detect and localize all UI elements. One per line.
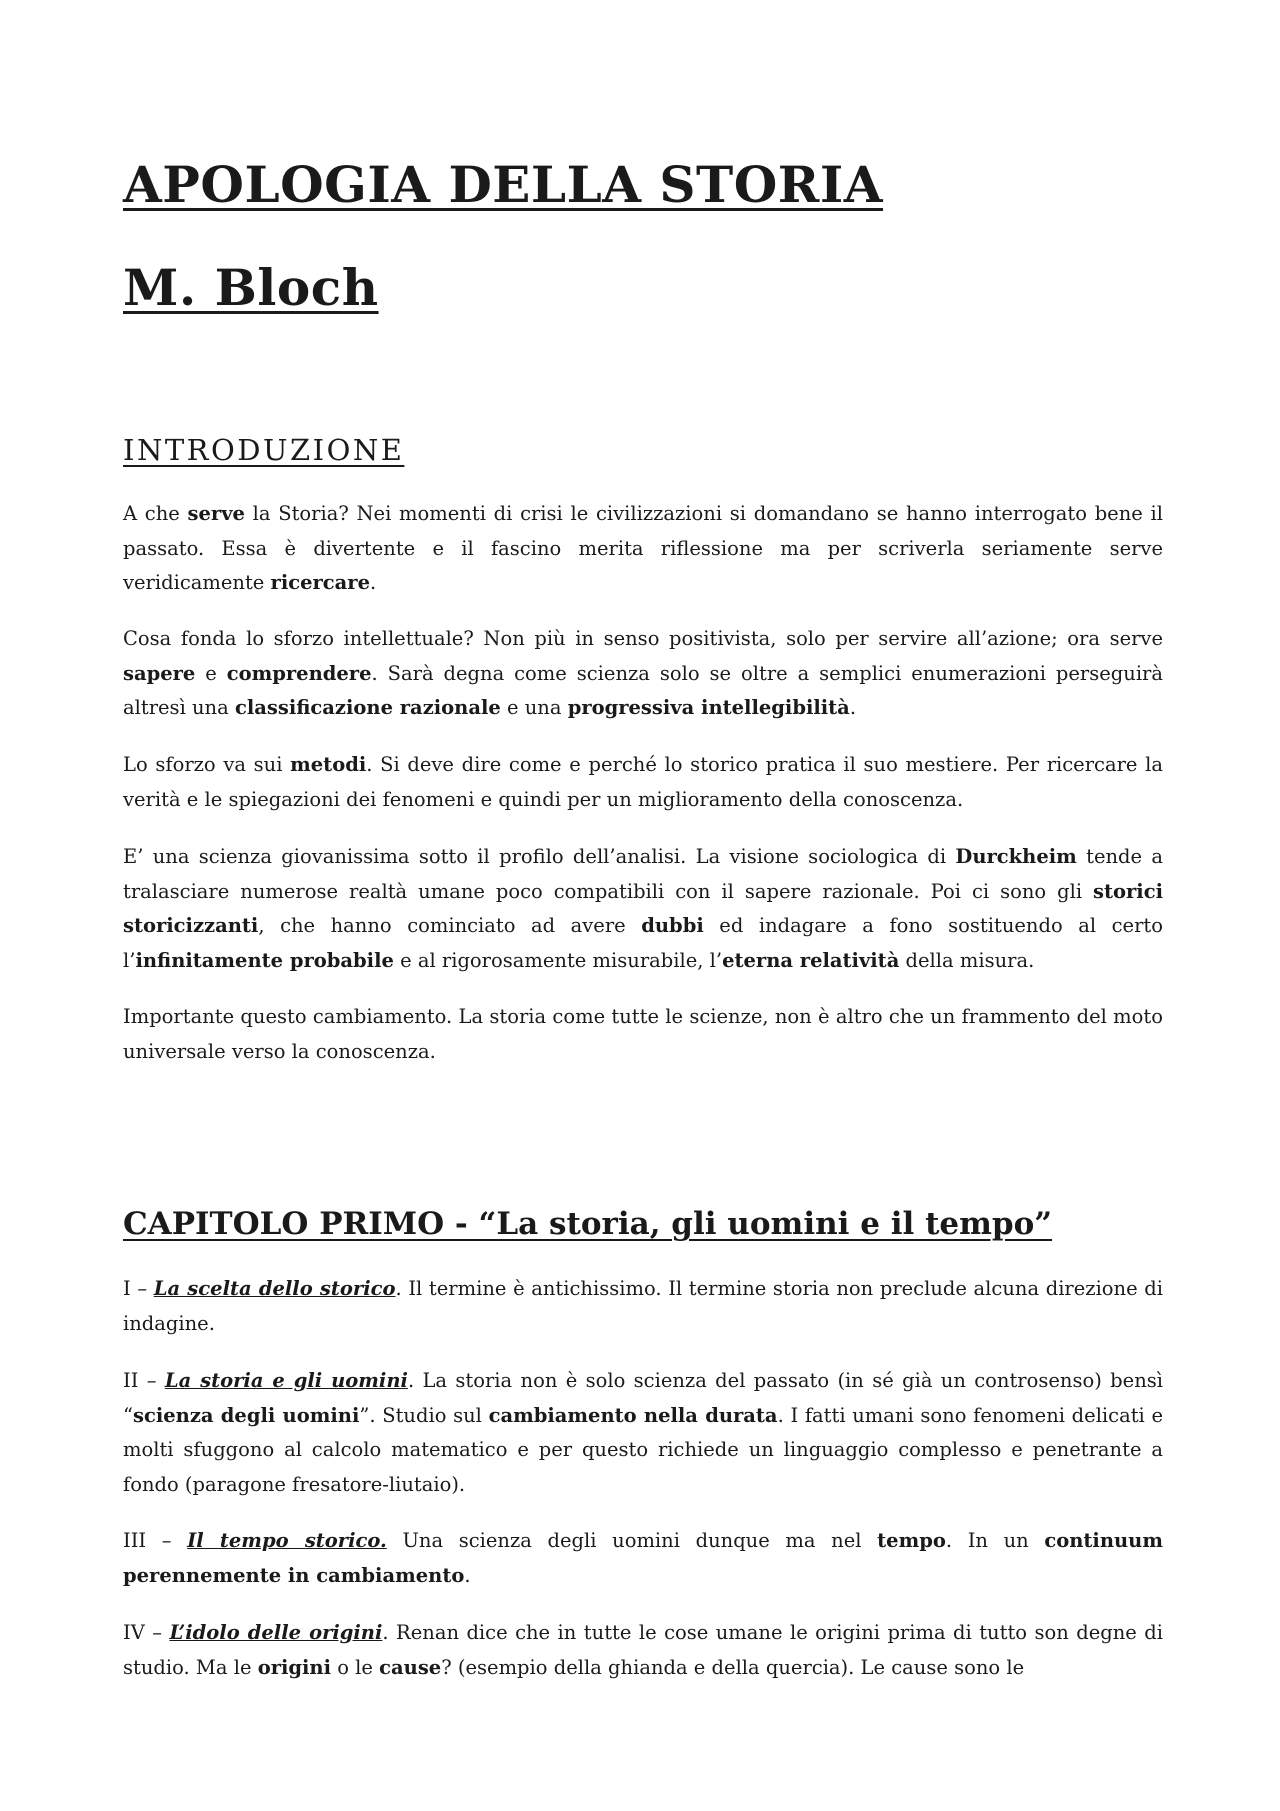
chapter-paragraph bbox=[123, 1272, 1163, 1341]
document-author: M. Bloch bbox=[123, 258, 379, 317]
text-run: e bbox=[195, 661, 227, 685]
text-run: ”. Studio sul bbox=[359, 1403, 489, 1427]
text-run: della misura. bbox=[899, 948, 1035, 972]
text-run: . In un bbox=[945, 1529, 1045, 1552]
text-run: I – bbox=[123, 1277, 154, 1300]
text-run: A che bbox=[123, 502, 188, 525]
text-run: la Storia? Nei momenti di crisi le civilizzazioni si domandano se hanno interrogato bene il passato. Essa è divertente e il fascino merita riflessione ma per scriverla seriamente serve veridicamente bbox=[123, 502, 1164, 594]
text-run: e al rigorosamente misurabile, l’ bbox=[393, 948, 723, 972]
emphasis-term: scienza degli uomini bbox=[132, 1403, 360, 1427]
intro-paragraph bbox=[123, 1000, 1163, 1069]
text-run: . La storia non è solo scienza del passato (in sé già un controsenso) bensì “ bbox=[123, 1369, 1163, 1427]
intro-paragraph bbox=[123, 840, 1163, 978]
text-run: III – bbox=[123, 1529, 188, 1552]
intro-paragraph bbox=[123, 622, 1163, 726]
text-run: , che hanno cominciato ad avere bbox=[258, 914, 642, 937]
text-run: Una scienza degli uomini dunque ma nel bbox=[386, 1529, 878, 1552]
emphasis-term: tempo bbox=[877, 1529, 946, 1552]
text-run: IV – bbox=[123, 1621, 170, 1644]
text-run: Cosa fonda lo sforzo intellettuale? Non più in senso positivista, solo per servire all’azione; ora serve bbox=[123, 627, 1163, 650]
emphasis-term: sapere bbox=[123, 661, 196, 685]
text-run: . I fatti umani sono fenomeni delicati e molti sfuggono al calcolo matematico e per questo richiede un linguaggio complesso e penetrante a fondo (paragone fresatore-liutaio). bbox=[123, 1403, 1164, 1496]
text-run: . bbox=[369, 571, 377, 594]
emphasis-term: cause bbox=[379, 1655, 442, 1679]
section-lead-title: La scelta dello storico bbox=[153, 1277, 396, 1300]
emphasis-term: progressiva intellegibilità bbox=[567, 696, 850, 719]
emphasis-term: ricercare bbox=[270, 571, 370, 594]
document-title: APOLOGIA DELLA STORIA bbox=[123, 155, 884, 214]
emphasis-term: Durckheim bbox=[955, 845, 1077, 868]
emphasis-term: cambiamento nella durata bbox=[488, 1403, 778, 1427]
emphasis-term: dubbi bbox=[641, 914, 704, 937]
section-lead-title: La storia e gli uomini bbox=[164, 1369, 408, 1392]
text-run: Lo sforzo va sui bbox=[123, 753, 291, 776]
section-lead-title: Il tempo storico. bbox=[187, 1529, 387, 1552]
emphasis-term: eterna relatività bbox=[722, 948, 900, 972]
intro-paragraph bbox=[123, 497, 1163, 601]
text-run: . bbox=[464, 1563, 471, 1587]
text-run: . Il termine è antichissimo. Il termine storia non preclude alcuna direzione di indagine. bbox=[123, 1277, 1164, 1335]
text-run: ed indagare a fono sostituendo al certo l’ bbox=[123, 914, 1163, 972]
emphasis-term: metodi bbox=[290, 753, 367, 776]
emphasis-term: infinitamente probabile bbox=[135, 948, 394, 972]
introduction-heading: INTRODUZIONE bbox=[123, 433, 405, 467]
chapter-one-heading: CAPITOLO PRIMO - “La storia, gli uomini e il tempo” bbox=[123, 1206, 1053, 1242]
chapter-paragraph bbox=[123, 1616, 1163, 1685]
text-run: E’ una scienza giovanissima sotto il profilo dell’analisi. La visione sociologica di bbox=[123, 845, 956, 868]
text-run: . bbox=[849, 696, 857, 719]
text-run: . Sarà degna come scienza solo se oltre a semplici enumerazioni perseguirà altresì una bbox=[123, 661, 1163, 719]
text-run: e una bbox=[500, 696, 568, 719]
chapter-paragraph bbox=[123, 1524, 1163, 1593]
emphasis-term: storici storicizzanti bbox=[123, 879, 1163, 937]
emphasis-term: classificazione razionale bbox=[234, 696, 501, 719]
section-lead-title: L’idolo delle origini bbox=[169, 1621, 383, 1644]
chapter-paragraph bbox=[123, 1364, 1163, 1502]
text-run: . Renan dice che in tutte le cose umane le origini prima di tutto son degne di studio. Ma le bbox=[123, 1621, 1163, 1679]
intro-paragraph bbox=[123, 748, 1163, 817]
emphasis-term: continuum perennemente in cambiamento bbox=[123, 1529, 1163, 1587]
text-run: o le bbox=[331, 1655, 380, 1679]
text-run: . Si deve dire come e perché lo storico pratica il suo mestiere. Per ricercare la verità e le spiegazioni dei fenomeni e quindi per un miglioramento della conoscenza. bbox=[123, 753, 1163, 811]
text-run: II – bbox=[123, 1369, 165, 1392]
text-run: Importante questo cambiamento. La storia come tutte le scienze, non è altro che un frammento del moto universale verso la conoscenza. bbox=[123, 1005, 1163, 1063]
text-run: ? (esempio della ghianda e della quercia). Le cause sono le bbox=[441, 1655, 1025, 1679]
emphasis-term: origini bbox=[257, 1655, 332, 1679]
emphasis-term: serve bbox=[187, 502, 245, 525]
text-run: tende a tralasciare numerose realtà umane poco compatibili con il sapere razionale. Poi ci sono gli bbox=[123, 845, 1163, 903]
emphasis-term: comprendere bbox=[226, 661, 372, 685]
